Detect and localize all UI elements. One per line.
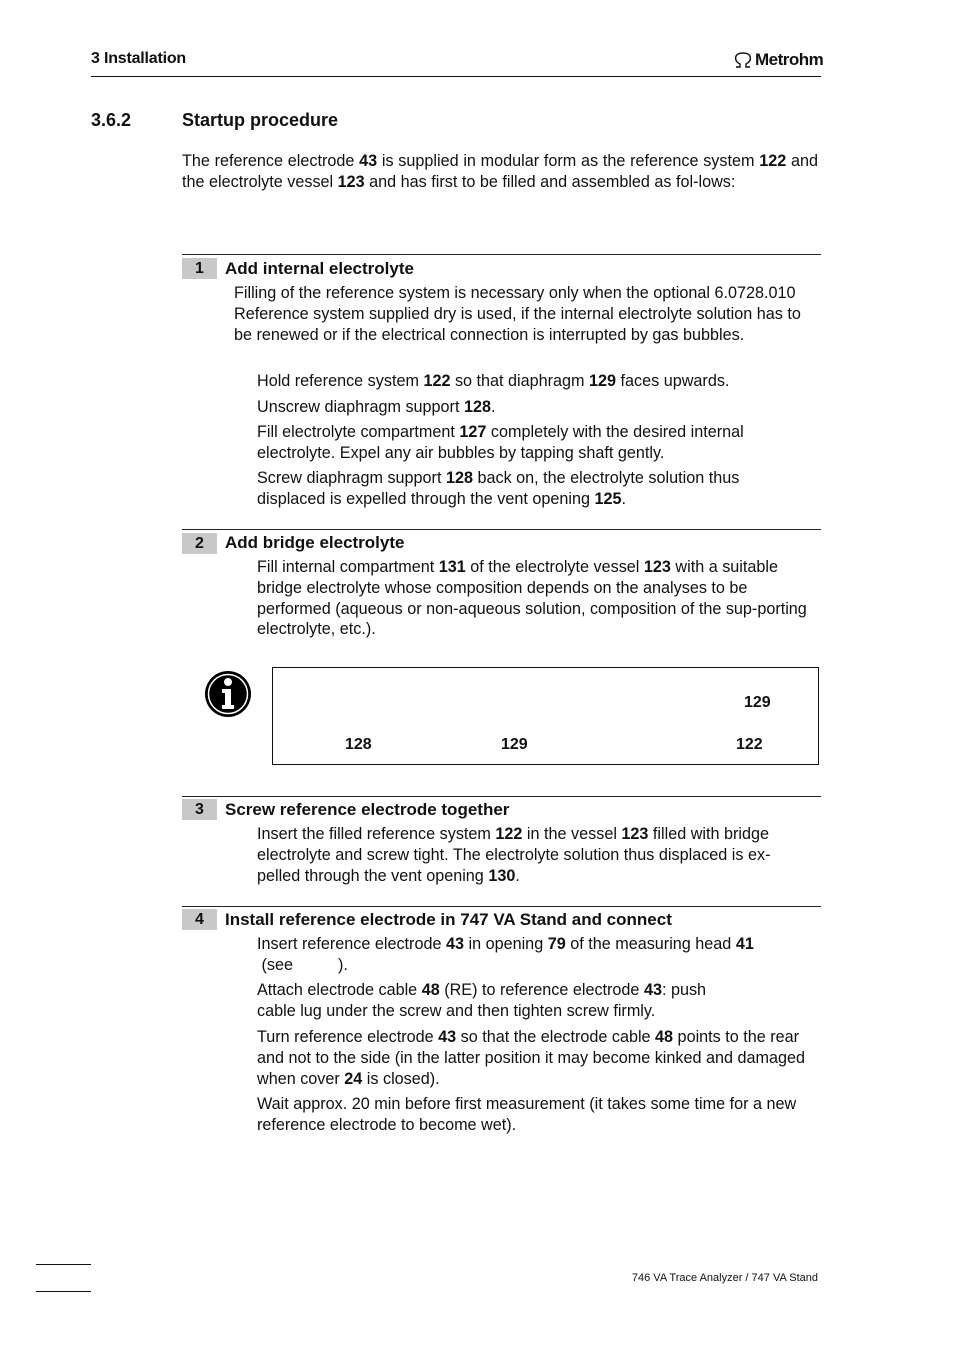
footer-divider	[36, 1264, 91, 1265]
step-description: Filling of the reference system is necessary only when the optional 6.0728.010 Reference system supplied dry is used, if the internal electrolyte solution has to be renewed or if the electrical connection is interrupted by gas bubbles.	[234, 284, 801, 344]
step-number-badge: 3	[182, 799, 217, 820]
list-item: Hold reference system 122 so that diaphragm 129 faces upwards.	[257, 372, 730, 390]
list-item: Fill electrolyte compartment 127 completely with the desired internal electrolyte. Expel any air bubbles by tapping shaft gently.	[257, 423, 744, 462]
step-number-badge: 1	[182, 258, 217, 279]
step-title: Install reference electrode in 747 VA Stand and connect	[225, 910, 672, 929]
list-item: Fill internal compartment 131 of the electrolyte vessel 123 with a suitable bridge electrolyte whose composition depends on the analyses to be performed (aqueous or non-aqueous solution, composition of the sup-porting electrolyte, etc.).	[257, 558, 807, 639]
intro-paragraph: The reference electrode 43 is supplied in modular form as the reference system 122 and the electrolyte vessel 123 and has first to be filled and assembled as fol-lows:	[182, 152, 818, 191]
list-item: Wait approx. 20 min before first measurement (it takes some time for a new reference electrode to become wet).	[257, 1095, 797, 1134]
step-divider	[182, 796, 821, 797]
step-title: Add bridge electrolyte	[225, 533, 405, 552]
note-value: 129	[501, 736, 528, 753]
note-value: 129	[744, 694, 771, 711]
footer-divider	[36, 1291, 91, 1292]
info-icon	[204, 670, 252, 718]
list-item: Turn reference electrode 43 so that the electrode cable 48 points to the rear and not to the side (in the latter position it may become kinked and damaged when cover 24 is closed).	[257, 1028, 806, 1088]
step-divider	[182, 529, 821, 530]
brand-logo	[733, 50, 823, 70]
header-divider	[91, 76, 821, 77]
list-item: Attach electrode cable 48 (RE) to reference electrode 43: push cable lug under the screw and then tighten screw firmly.	[257, 981, 707, 1020]
chapter-heading: 3 Installation	[91, 50, 186, 67]
step-divider	[182, 906, 821, 907]
step-number-badge: 2	[182, 533, 217, 554]
list-item: Insert reference electrode 43 in opening 79 of the measuring head 41 (see ).	[257, 935, 754, 974]
note-value: 128	[345, 736, 372, 753]
section-number: 3.6.2	[91, 110, 132, 130]
list-item: Insert the filled reference system 122 in the vessel 123 filled with bridge electrolyte and screw tight. The electrolyte solution thus displaced is ex-pelled through the vent opening 130.	[257, 825, 771, 885]
section-title: Startup procedure	[182, 110, 339, 130]
step-number-badge: 4	[182, 909, 217, 930]
list-item: Unscrew diaphragm support 128.	[257, 398, 496, 416]
step-title: Screw reference electrode together	[225, 800, 510, 819]
footer-text: 746 VA Trace Analyzer / 747 VA Stand	[631, 1272, 818, 1284]
note-value: 122	[736, 736, 763, 753]
step-divider	[182, 254, 821, 255]
omega-logo-icon	[733, 52, 753, 68]
brand-name: Metrohm	[755, 50, 824, 69]
list-item: Screw diaphragm support 128 back on, the electrolyte solution thus displaced is expelled through the vent opening 125.	[257, 469, 740, 508]
step-title: Add internal electrolyte	[225, 259, 414, 278]
